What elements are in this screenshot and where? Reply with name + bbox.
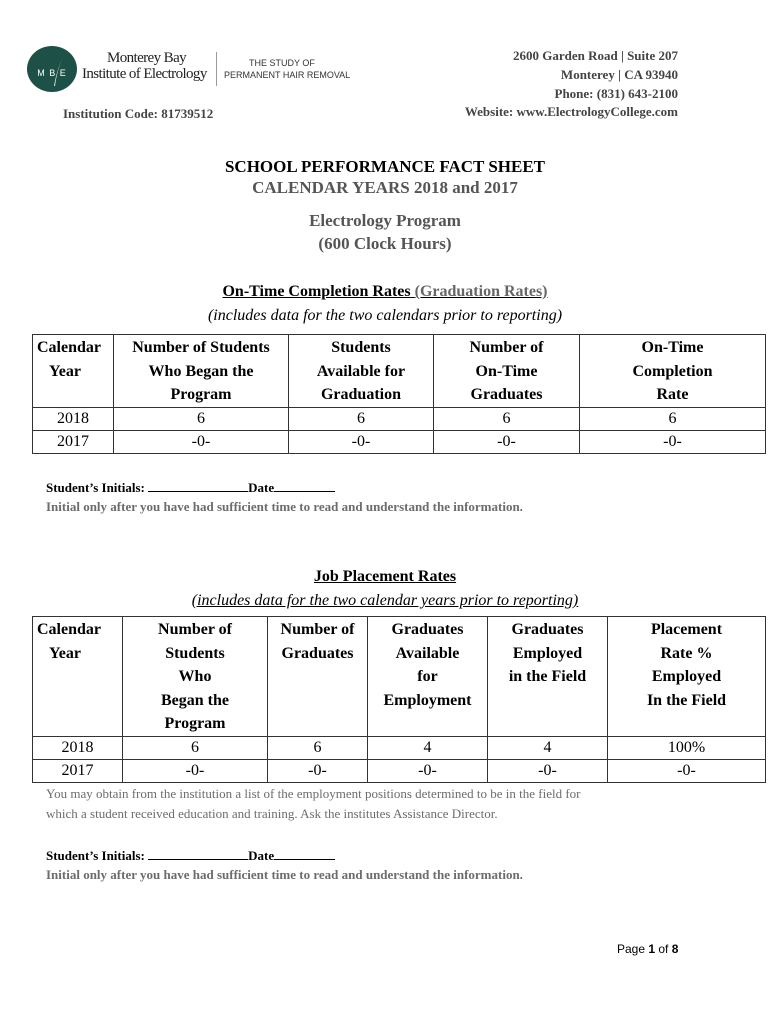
header-line: Students (331, 339, 391, 356)
completion-title-gray: (Graduation Rates) (414, 283, 548, 300)
header-number-graduates (268, 617, 368, 737)
header-line: Number of (469, 339, 544, 356)
completion-title (0, 283, 770, 301)
table-cell: -0- (368, 759, 488, 782)
header-line: in the Field (508, 668, 587, 685)
placement-title: Job Placement Rates (313, 568, 457, 585)
header-line: Graduates (511, 621, 584, 638)
initials-line-1 (46, 479, 335, 496)
placement-subtitle: (includes data for the two calendar years prior to reporting) (191, 592, 579, 609)
initials-note-1: Initial only after you have had sufficient time to read and understand the information. (46, 499, 523, 514)
table-cell: 100% (608, 736, 766, 759)
page-title: SCHOOL PERFORMANCE FACT SHEET (224, 157, 546, 176)
phone: Phone: (831) 643-2100 (554, 86, 678, 101)
initials-line-2 (46, 847, 335, 864)
table-cell: 6 (268, 736, 368, 759)
header-line: Began the (161, 691, 229, 709)
table-cell: -0- (608, 759, 766, 782)
completion-title-main: On-Time Completion Rates (222, 283, 411, 300)
header-ontime-graduates (434, 335, 580, 408)
header-line: Program (170, 386, 232, 403)
table-cell: 4 (488, 736, 608, 759)
header-line: for (417, 668, 438, 685)
header-line: Completion (632, 362, 713, 380)
table-cell: 4 (368, 736, 488, 759)
address-line2: Monterey | CA 93940 (560, 67, 678, 82)
header-line: Employment (383, 691, 472, 709)
address-line1: 2600 Garden Road | Suite 207 (512, 48, 678, 63)
header-line: On-Time (641, 339, 704, 356)
header-completion-rate (580, 335, 766, 408)
placement-note (46, 784, 581, 824)
initials-field[interactable] (148, 479, 248, 492)
header-line: On-Time (475, 362, 538, 380)
completion-table (32, 334, 766, 454)
logo-tagline-line1: THE STUDY OF (249, 58, 315, 68)
initials-note-2: Initial only after you have had sufficient time to read and understand the information. (46, 867, 523, 882)
header-graduates-available (368, 617, 488, 737)
placement-table (32, 616, 766, 783)
header-line: Graduates (391, 621, 464, 638)
table-cell: -0- (123, 759, 268, 782)
table-cell: 6 (289, 407, 434, 430)
date-field[interactable] (274, 847, 335, 860)
header-calendar-year (33, 335, 114, 408)
table-cell: 2017 (33, 759, 123, 782)
date-label: Date (248, 480, 275, 495)
table-cell: 6 (123, 736, 268, 759)
table-cell: 6 (580, 407, 766, 430)
completion-subtitle: (includes data for the two calendars prior to reporting) (207, 307, 563, 324)
logo-name-line2: Institute of Electrology (82, 66, 207, 82)
page-current: 1 (648, 942, 656, 956)
header-line: Employed (651, 668, 722, 685)
table-cell: 2018 (33, 736, 123, 759)
initials-label: Student’s Initials: (46, 480, 149, 495)
header-line: Number of (158, 621, 232, 638)
table-cell: 6 (434, 407, 580, 430)
table-row (33, 407, 766, 430)
date-field[interactable] (274, 479, 335, 492)
website: Website: www.ElectrologyCollege.com (464, 104, 678, 119)
header-line: Year (49, 362, 81, 380)
header-line: Year (49, 644, 81, 662)
header-line: Available (395, 644, 460, 662)
page-label: Page (617, 942, 649, 956)
header-line: In the Field (646, 691, 727, 709)
logo-letters: M B E (37, 68, 67, 78)
initials-field[interactable] (148, 847, 248, 860)
page-of: of (655, 942, 672, 956)
header-line: Graduates (281, 644, 354, 662)
header-line: Available for (316, 362, 406, 380)
header-line: Calendar (37, 621, 101, 638)
header-line: Who Began the (148, 362, 254, 380)
logo-divider (216, 52, 217, 86)
header-line: Number of (280, 621, 355, 638)
date-label: Date (248, 848, 275, 863)
header-students-available (289, 335, 434, 408)
header-line: Calendar (37, 339, 101, 356)
program-name: Electrology Program (309, 211, 461, 230)
logo-name-line1: Monterey Bay (107, 50, 187, 66)
table-cell: -0- (114, 430, 289, 453)
header-line: Employed (512, 644, 583, 662)
institution-code: Institution Code: 81739512 (63, 106, 214, 121)
table-cell: 2018 (33, 407, 114, 430)
header-placement-rate (608, 617, 766, 737)
table-cell: -0- (289, 430, 434, 453)
table-cell: -0- (580, 430, 766, 453)
initials-label: Student’s Initials: (46, 848, 149, 863)
table-row (33, 759, 766, 782)
page-total: 8 (671, 942, 679, 956)
placement-note-line1: You may obtain from the institution a list of the employment positions determined to be in the field for (46, 786, 581, 801)
header-calendar-year (33, 617, 123, 737)
table-row (33, 430, 766, 453)
header-line: Number of Students (132, 339, 270, 356)
table-header-row (33, 617, 766, 737)
table-cell: -0- (268, 759, 368, 782)
table-row (33, 736, 766, 759)
header-line: Program (164, 715, 226, 732)
header-students-began (123, 617, 268, 737)
table-cell: -0- (434, 430, 580, 453)
header-line: Rate % (660, 644, 713, 662)
logo-tagline-line2: PERMANENT HAIR REMOVAL (224, 70, 351, 80)
header-students-began (114, 335, 289, 408)
header-line: Graduation (320, 386, 401, 403)
header-line: Placement (650, 621, 723, 638)
header-line: Who (178, 668, 212, 685)
table-cell: -0- (488, 759, 608, 782)
table-cell: 2017 (33, 430, 114, 453)
header-graduates-employed (488, 617, 608, 737)
placement-note-line2: which a student received education and training. Ask the institutes Assistance Director. (46, 806, 498, 821)
header-line: Students (165, 644, 225, 662)
header-line: Rate (656, 386, 689, 403)
program-hours: (600 Clock Hours) (318, 234, 452, 253)
page-number (617, 942, 678, 956)
header-line: Graduates (470, 386, 543, 403)
calendar-years: CALENDAR YEARS 2018 and 2017 (252, 178, 518, 197)
table-header-row (33, 335, 766, 408)
table-cell: 6 (114, 407, 289, 430)
